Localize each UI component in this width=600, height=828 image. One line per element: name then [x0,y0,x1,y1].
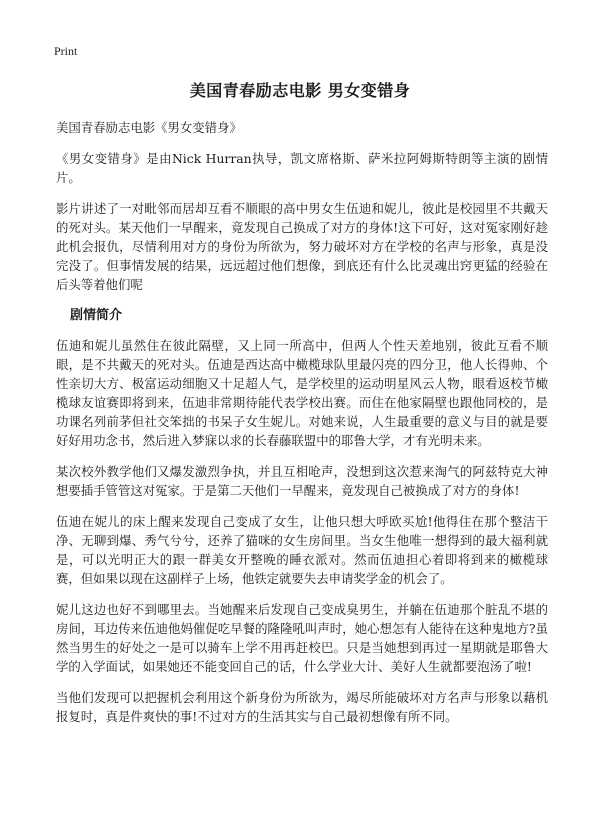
article-body [56,118,548,738]
print-link[interactable]: Print [54,44,78,58]
summary-paragraph: 影片讲述了一对毗邻而居却互看不顺眼的高中男女生伍迪和妮儿，彼此是校园里不共戴天的死对头。某天他们一早醒来，竟发现自己换成了对方的身体!这下可好，这对冤家刚好趁此机会报仇，尽情利用对方的身份为所欲为，努力破坏对方在学校的名声与形象，真是没完没了。但事情发展的结果，远远超过他们想像，到底还有什么比灵魂出窍更猛的经验在后头等着他们呢 [56,201,548,292]
page-title: 美国青春励志电影 男女变错身 [189,81,411,100]
credits-paragraph: 《男女变错身》是由Nick Hurran执导，凯文席格斯、萨米拉阿姆斯特朗等主演的剧情片。 [56,151,548,185]
plot-paragraph: 某次校外教学他们又爆发激烈争执，并且互相呛声，没想到这次惹来淘气的阿兹特克大神想要插手管管这对冤家。于是第二天他们一早醒来，竟发现自己被换成了对方的身体! [56,464,548,498]
plot-paragraph: 伍迪在妮儿的床上醒来发现自己变成了女生，让他只想大呼欧买尬!他得住在那个整洁干净、无聊到爆、秀气兮兮，还养了猫咪的女生房间里。当女生他唯一想得到的最大福利就是，可以光明正大的跟一群美女开整晚的睡衣派对。然而伍迪担心着即将到来的橄榄球赛，但如果以现在这副样子上场，他铁定就要失去申请奖学金的机会了。 [56,514,548,586]
intro-line: 美国青春励志电影《男女变错身》 [56,120,242,135]
plot-paragraph: 当他们发现可以把握机会利用这个新身份为所欲为，竭尽所能破坏对方名声与形象以藉机报复时，真是件爽快的事!不过对方的生活其实与自己最初想像有所不同。 [56,690,548,724]
plot-paragraph: 伍迪和妮儿虽然住在彼此隔壁，又上同一所高中，但两人个性天差地别，彼此互看不顺眼，是不共戴天的死对头。伍迪是西达高中橄榄球队里最闪亮的四分卫，他人长得帅、个性亲切大方、极富运动细胞又十足超人气，是学校里的运动明星风云人物，眼看返校节橄榄球友谊赛即将到来，伍迪非常期待能代表学校出赛。而住在他家隔壁也跟他同校的，是功课名列前茅但社交笨拙的书呆子女生妮儿。对她来说，人生最重要的意义与目的就是要好好用功念书，然后进入梦寐以求的长春藤联盟中的耶鲁大学，才有光明未来。 [56,338,548,448]
section-heading: 剧情简介 [70,308,123,323]
plot-paragraph: 妮儿这边也好不到哪里去。当她醒来后发现自己变成臭男生，并躺在伍迪那个脏乱不堪的房间，耳边传来伍迪他妈催促吃早餐的隆隆吼叫声时，她心想怎有人能待在这种鬼地方?虽然当男生的好处之一是可以骑车上学不用再赶校巴。只是当她想到再过一星期就是耶鲁大学的入学面试，如果她还不能变回自己的话，什么学业大计、美好人生就都要泡汤了啦! [56,602,548,674]
